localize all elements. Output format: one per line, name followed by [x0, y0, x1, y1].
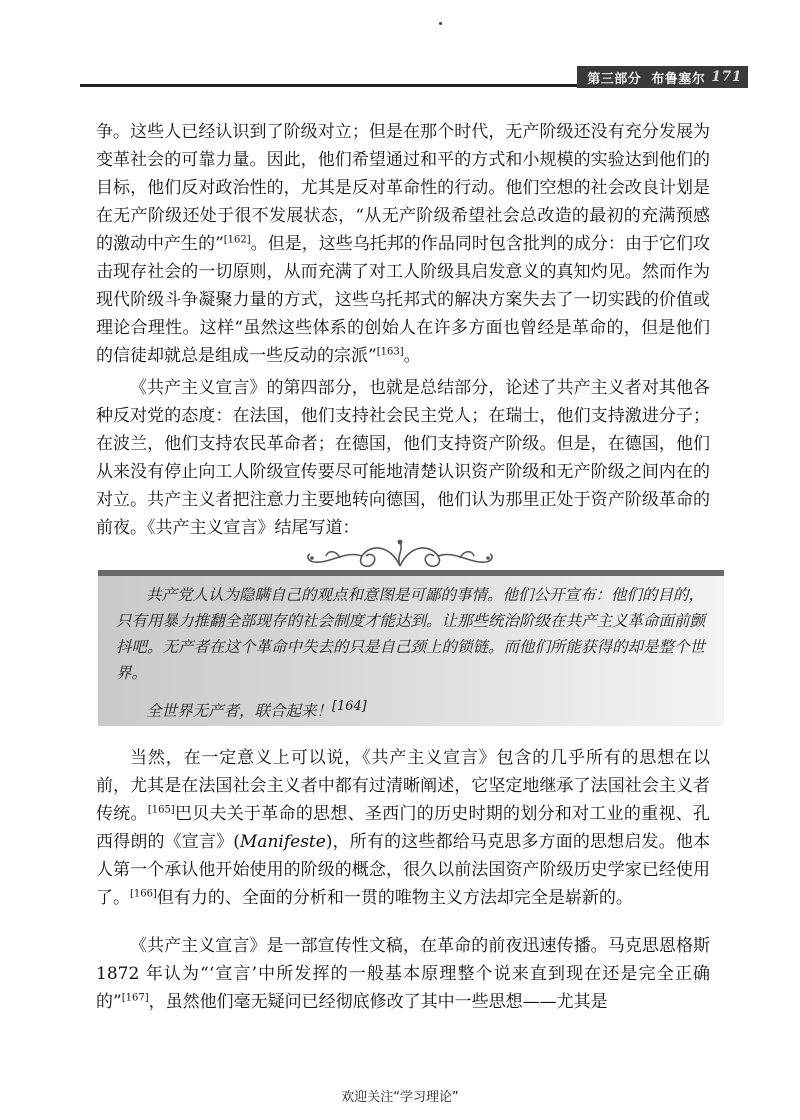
- paragraph-4: [96, 932, 710, 1016]
- footnote-ref-165: [165]: [147, 804, 175, 816]
- paragraph-3-text-a: 当然，在一定意义上可以说，《共产主义宣言》包含的几乎所有的思想在以前，尤其是在法国社会主义者中都有过清晰阐述，它坚定地继承了法国社会主义者传统。: [96, 748, 710, 824]
- paragraph-4-text-a: 《共产主义宣言》是一部宣传性文稿，在革命的前夜迅速传播。马克思恩格斯 1872 年认为“‘宣言’中所发挥的一般基本原理整个说来直到现在还是完全正确的”: [96, 936, 710, 1012]
- quote-closing: [146, 694, 367, 724]
- footnote-ref-162: [162]: [223, 234, 251, 246]
- paragraph-3: [96, 744, 710, 912]
- header-label: [577, 66, 748, 88]
- top-mark: [439, 22, 442, 25]
- footnote-ref-166: [166]: [130, 888, 157, 900]
- header-part: 第三部分: [587, 71, 642, 87]
- paragraph-1: [96, 118, 710, 370]
- paragraph-4-text-b: ，虽然他们毫无疑问已经彻底修改了其中一些思想——尤其是: [148, 992, 608, 1012]
- page-footer: 欢迎关注“学习理论”: [341, 1090, 459, 1105]
- footnote-ref-167: [167]: [121, 992, 149, 1004]
- paragraph-3-italic-title: Manifeste: [239, 832, 326, 852]
- paragraph-3-text-b: 巴贝夫关于革命的思想、圣西门的历史时期的划分和对工业的重视、孔西得朗的《宣言》(: [96, 804, 711, 852]
- footnote-ref-163: [163]: [376, 346, 404, 358]
- paragraph-2-text: 《共产主义宣言》的第四部分，也就是总结部分，论述了共产主义者对其他各种反对党的态度：在法国，他们支持社会民主党人；在瑞士，他们支持激进分子；在波兰，他们支持农民革命者；在德国，他们支持资产阶级。但是，在德国，他们从来没有停止向工人阶级宣传要尽可能地清楚认识资产阶级和无产阶级之间内在的对立。共产主义者把注意力主要地转向德国，他们认为那里正处于资产阶级革命的前夜。《共产主义宣言》结尾写道：: [96, 378, 710, 538]
- paragraph-2: [96, 374, 710, 542]
- paragraph-3-text-c: )，所有的这些都给马克思多方面的思想启发。他本人第一个承认他开始使用的阶级的概念，很久以前法国资产阶级历史学家已经使用了。: [96, 832, 710, 908]
- paragraph-1-text-c: 。: [403, 346, 421, 366]
- quote-closing-text: 全世界无产者，联合起来！: [146, 702, 333, 721]
- running-header: [80, 66, 748, 88]
- header-chapter: 布鲁塞尔: [651, 71, 706, 87]
- paragraph-1-text-b: 。但是，这些乌托邦的作品同时包含批判的成分：由于它们攻击现存社会的一切原则，从而充满了对工人阶级具启发意义的真知灼见。然而作为现代阶级斗争凝聚力量的方式，这些乌托邦式的解决方案失去了一切实践的价值或理论合理性。这样“虽然这些体系的创始人在许多方面也曾经是革命的，但是他们的信徒却就总是组成一些反动的宗派”: [96, 234, 710, 366]
- block-quote: 共产党人认为隐瞒自己的观点和意图是可鄙的事情。他们公开宣布：他们的目的，只有用暴力推翻全部现存的社会制度才能达到。让那些统治阶级在共产主义革命面前颤抖吧。无产者在这个革命中失去的只是自己颈上的锁链。而他们所能获得的却是整个世界。: [116, 586, 706, 682]
- page-number: 171: [711, 69, 742, 85]
- paragraph-3-text-d: 但有力的、全面的分析和一贯的唯物主义方法却完全是崭新的。: [156, 888, 633, 908]
- paragraph-1-text-a: 争。这些人已经认识到了阶级对立；但是在那个时代，无产阶级还没有充分发展为变革社会的可靠力量。因此，他们希望通过和平的方式和小规模的实验达到他们的目标，他们反对政治性的，尤其是反对革命性的行动。他们空想的社会改良计划是在无产阶级还处于很不发展状态，“从无产阶级希望社会总改造的最初的充满预感的激动中产生的”: [96, 122, 710, 254]
- footnote-ref-164: [164]: [332, 699, 367, 714]
